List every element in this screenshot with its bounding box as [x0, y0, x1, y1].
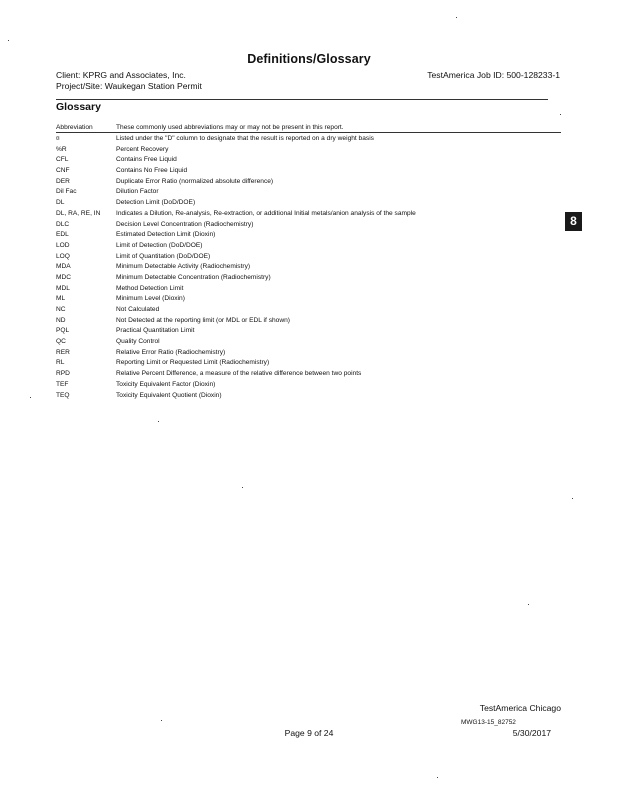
row-abbreviation: MDL	[56, 284, 70, 292]
header-abbreviation: Abbreviation	[56, 124, 93, 131]
row-abbreviation: Dil Fac	[56, 188, 77, 196]
footer-company: TestAmerica Chicago	[479, 703, 561, 713]
row-abbreviation: NC	[56, 306, 66, 313]
row-definition: Relative Error Ratio (Radiochemistry)	[116, 348, 226, 356]
row-abbreviation: LOD	[56, 241, 70, 249]
table-row	[56, 273, 561, 284]
scan-speck	[456, 17, 457, 18]
page-title: Definitions/Glossary	[247, 52, 371, 66]
table-header	[56, 123, 561, 132]
row-definition: Minimum Detectable Activity (Radiochemistry)	[116, 263, 251, 271]
row-abbreviation: CFL	[56, 156, 69, 164]
scan-speck	[158, 421, 159, 422]
table-row	[56, 284, 561, 295]
row-abbreviation: EDL	[56, 231, 69, 239]
footer-page-number: Page 9 of 24	[284, 728, 334, 738]
table-row	[56, 155, 561, 166]
row-definition: Contains Free Liquid	[116, 156, 177, 164]
row-definition: Toxicity Equivalent Factor (Dioxin)	[116, 380, 216, 388]
table-row	[56, 209, 561, 220]
row-definition: Dilution Factor	[116, 188, 159, 196]
table-row	[56, 145, 561, 156]
row-abbreviation: DLC	[56, 220, 70, 228]
row-abbreviation: TEQ	[56, 391, 70, 399]
row-abbreviation: DL	[56, 199, 65, 207]
glossary-table	[56, 123, 561, 401]
table-row	[56, 187, 561, 198]
scan-speck	[560, 114, 561, 115]
row-abbreviation: LOQ	[56, 252, 70, 260]
row-abbreviation: QC	[56, 338, 66, 346]
scan-speck	[437, 777, 438, 778]
row-definition: Practical Quantitation Limit	[116, 327, 195, 335]
row-abbreviation: MDA	[56, 263, 71, 271]
row-abbreviation: TEF	[56, 380, 69, 388]
row-definition: Listed under the "D" column to designate that the result is reported on a dry weight basis	[116, 135, 374, 142]
glossary-rows	[56, 134, 561, 401]
row-abbreviation: %R	[56, 145, 67, 153]
row-definition: Decision Level Concentration (Radiochemistry)	[116, 220, 254, 228]
table-row	[56, 316, 561, 327]
row-definition: Toxicity Equivalent Quotient (Dioxin)	[116, 391, 222, 399]
table-row	[56, 369, 561, 380]
row-definition: Method Detection Limit	[116, 284, 184, 292]
row-definition: Not Calculated	[116, 306, 160, 313]
row-definition: Relative Percent Difference, a measure of the relative difference between two points	[116, 370, 362, 378]
client-line: Client: KPRG and Associates, Inc.	[56, 70, 186, 80]
table-row	[56, 380, 561, 391]
table-header-divider	[56, 132, 561, 133]
row-definition: Reporting Limit or Requested Limit (Radiochemistry)	[116, 359, 270, 367]
scan-speck	[30, 397, 31, 398]
table-row	[56, 358, 561, 369]
scan-speck	[572, 498, 573, 499]
table-row	[56, 294, 561, 305]
row-abbreviation: RL	[56, 359, 65, 367]
table-row	[56, 391, 561, 402]
table-row	[56, 241, 561, 252]
row-abbreviation: ¤	[56, 135, 60, 142]
row-abbreviation: DL, RA, RE, IN	[56, 209, 101, 217]
table-row	[56, 252, 561, 263]
row-definition: Limit of Detection (DoD/DOE)	[116, 241, 203, 249]
table-row	[56, 166, 561, 177]
table-row	[56, 326, 561, 337]
row-definition: Contains No Free Liquid	[116, 167, 188, 175]
project-line: Project/Site: Waukegan Station Permit	[56, 81, 202, 91]
row-definition: Percent Recovery	[116, 145, 169, 153]
row-definition: Indicates a Dilution, Re-analysis, Re-extraction, or additional Initial metals/anion analysis of the sample	[116, 209, 416, 217]
header-divider	[56, 99, 548, 100]
footer-date: 5/30/2017	[512, 728, 551, 738]
row-definition: Not Detected at the reporting limit (or MDL or EDL if shown)	[116, 316, 290, 324]
table-row	[56, 198, 561, 209]
row-definition: Minimum Detectable Concentration (Radiochemistry)	[116, 273, 271, 281]
row-abbreviation: DER	[56, 177, 70, 185]
scan-speck	[528, 604, 529, 605]
row-abbreviation: RER	[56, 348, 70, 356]
table-row	[56, 262, 561, 273]
header-definition: These commonly used abbreviations may or may not be present in this report.	[116, 124, 344, 131]
table-row	[56, 337, 561, 348]
scan-speck	[242, 487, 243, 488]
table-row	[56, 230, 561, 241]
table-row	[56, 348, 561, 359]
table-row	[56, 220, 561, 231]
row-definition: Detection Limit (DoD/DOE)	[116, 199, 196, 207]
row-definition: Limit of Quantitation (DoD/DOE)	[116, 252, 211, 260]
section-tab-badge: 8	[565, 212, 582, 231]
footer-doc-id: MWG13-15_82752	[461, 719, 516, 726]
row-abbreviation: ND	[56, 316, 66, 324]
row-definition: Minimum Level (Dioxin)	[116, 295, 185, 303]
row-abbreviation: RPD	[56, 370, 70, 378]
table-row	[56, 134, 561, 145]
scan-speck	[8, 40, 9, 41]
job-id: TestAmerica Job ID: 500-128233-1	[427, 70, 560, 80]
row-definition: Duplicate Error Ratio (normalized absolute difference)	[116, 177, 274, 185]
section-title: Glossary	[56, 101, 101, 113]
table-row	[56, 305, 561, 316]
row-definition: Estimated Detection Limit (Dioxin)	[116, 231, 216, 239]
row-abbreviation: PQL	[56, 327, 70, 335]
row-definition: Quality Control	[116, 338, 160, 346]
row-abbreviation: ML	[56, 295, 66, 303]
row-abbreviation: CNF	[56, 167, 70, 175]
row-abbreviation: MDC	[56, 273, 72, 281]
scan-speck	[161, 720, 162, 721]
table-row	[56, 177, 561, 188]
